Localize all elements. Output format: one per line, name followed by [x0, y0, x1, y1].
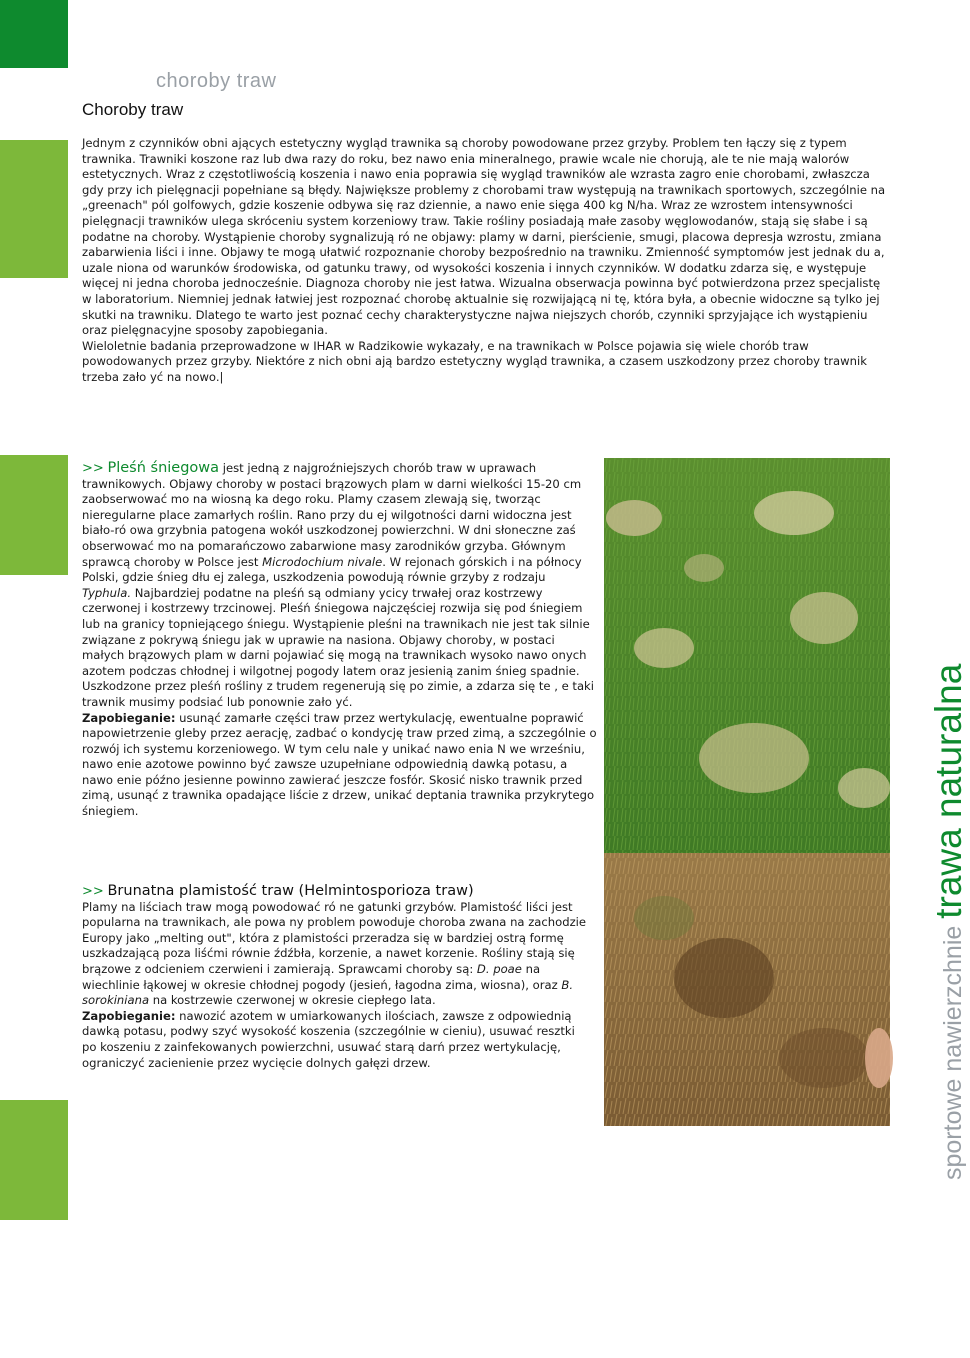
species-name: Typhula. — [82, 585, 132, 600]
section-leaf-spot — [82, 884, 592, 1071]
side-block-green — [0, 140, 68, 278]
sidebar-label-dark: trawa naturalna — [928, 663, 969, 919]
page-title: Choroby traw — [82, 100, 184, 119]
section-text: na wiechlinie łąkowej w okresie chłodnej pogody (jesień, łagodna zima, wiosna), oraz — [82, 961, 562, 992]
section-snow-mold — [82, 461, 597, 820]
intro-paragraph: Jednym z czynników obni ających estetyczny wygląd trawnika są choroby powodowane przez grzyby. Problem ten łączy się z typem trawnika. Trawniki koszone raz lub dwa razy do roku, bez nawo enia mineralnego, prawie wcale nie chorują, ale te nie mają walorów estetycznych. Wraz z częstotliwością koszenia i nawo enia poprawia się wygląd trawników ale wzrasta zagro enie chorobami, zwłaszcza gdy przy ich pielęgnacji popełniane są błędy. Największe problemy z chorobami traw występują na trawnikach sportowych, szczególnie na „greenach" pól golfowych, gdzie koszenie odbywa się raz dziennie, a nawo enie sięga 400 kg N/ha. Wraz ze wzrostem intensywności pielęgnacji trawników ulega skróceniu system korzeniowy traw. Takie rośliny posiadają małe zasoby węglowodanów, stają się słabe i są podatne na choroby. Wystąpienie choroby sygnalizują ró ne objawy: plamy w darni, pierścienie, smugi, placowa depresja wzrostu, zmiana zabarwienia liści i inne. Objawy te mogą ułatwić rozpoznanie choroby bezpośrednio na trawniku. Zmienność symptomów jest jednak du a, uzale niona od warunków środowiska, od gatunku trawy, od wysokości koszenia i innych czynników. W dodatku zdarza się, e występuje więcej ni jedna choroba jednocześnie. Diagnoza choroby nie jest łatwa. Wizualna obserwacja powinna być potwierdzona przez specjalistę w laboratorium. Niemniej jednak łatwiej jest rozpoznać chorobę aktualnie się rozwijającą ni tę, która była, a obecnie widoczne są tylko jej skutki na trawniku. Dlatego te warto jest poznać cechy charakterystyczne najwa niejszych chorób, czynniki sprzyjające ich wystąpieniu oraz pielęgnacyjne sposoby zapobiegania. — [82, 136, 886, 338]
sidebar-label-light: sportowe nawierzchnie — [939, 918, 967, 1180]
prevention-paragraph — [82, 711, 597, 820]
side-block-green — [0, 455, 68, 575]
arrow-marker: >> — [82, 884, 104, 899]
prevention-text: usunąć zamarłe części traw przez wertykulację, ewentualne poprawić napowietrzenie gleby przez aerację, zadbać o kondycję traw przed zimą, a szczególnie o rozwój ich systemu korzeniowego. W tym celu nale y unikać nawo enia N we wrześniu, nawo enie azotowe powinno być zawsze uzupełniane odpowiednią dawką potasu, a nawo enie późno jesienne powinno zawierać jeszcze fosfór. Skosić nisko trawnik przed zimą, usunąć z trawnika opadające liście z drzew, unikać deptania trawnika przykrytego śniegiem. — [82, 710, 597, 819]
lawn-photo-graphic — [604, 458, 890, 1126]
sidebar-vertical-title — [928, 664, 970, 1180]
species-name: Microdochium nivale — [262, 554, 383, 569]
section-text: Najbardziej podatne na pleśń są odmiany ycicy trwałej oraz kostrzewy czerwonej i kostrzewy trzcinowej. Pleśń śniegowa najczęściej rozwija się pod śniegiem lub na granicy topniejącego śniegu. Wystąpienie pleśni na trawnikach nie jest tak silnie związane z pokrywą śniegu jak w uprawie na nasiona. Objawy choroby, w postaci małych brązowych plam w darni pojawiać się mogą na trawnikach wysoko nawo onych azotem podczas chłodnej i wilgotnej pogody latem oraz jesienią zanim śnieg spadnie. Uszkodzone przez pleśń rośliny z trudem regenerują się po zimie, a zdarza się te , e taki trawnik musimy podsiać lub ponownie zało yć. — [82, 585, 594, 709]
section-body — [82, 900, 592, 1009]
section-text: jest jedną z najgroźniejszych chorób traw w uprawach trawnikowych. Objawy choroby w postaci brązowych plam w darni wielkości 15-20 cm zaobserwować mo na wiosną ka dego roku. Plamy czasem zlewają się, tworząc nieregularne place zamarłych roślin. Rano przy du ej wilgotności darni widoczna jest biało-ró owa grzybnia patogena wokół uszkodzonej powierzchni. W dni słoneczne zaś obserwować mo na pomarańczowo zabarwione masy zarodników grzyba. Głównym sprawcą choroby w Polsce jest — [82, 461, 582, 569]
section-title: Brunatna plamistość traw (Helmintosporioza traw) — [107, 883, 474, 899]
section-body — [82, 461, 597, 711]
section-title: Pleśń śniegowa — [107, 460, 220, 476]
prevention-label: Zapobieganie: — [82, 1008, 176, 1023]
side-block-green — [0, 1100, 68, 1220]
section-heading — [82, 884, 592, 900]
prevention-text: nawozić azotem w umiarkowanych ilościach, zawsze z odpowiednią dawką potasu, podwy szyć wysokość koszenia (szczególnie w cieniu), usuwać resztki po koszeniu z zainfekowanych powierzchni, usuwać starą darń przez wertykulację, ograniczyć zacienienie przez wycięcie dolnych gałęzi drzew. — [82, 1008, 575, 1070]
intro-paragraph: Wieloletnie badania przeprowadzone w IHAR w Radzikowie wykazały, e na trawnikach w Polsce pojawia się wiele chorób traw powodowanych przez grzyby. Niektóre z nich obni ają bardzo estetyczny wygląd trawnika, a czasem uszkodzony przez choroby trawnik trzeba zało yć na nowo.| — [82, 338, 867, 384]
arrow-marker: >> — [82, 461, 104, 476]
species-name: B. sorokiniana — [82, 977, 574, 1008]
corner-block-dark — [0, 0, 68, 68]
species-name: D. poae — [476, 961, 522, 976]
prevention-paragraph — [82, 1009, 592, 1071]
intro-text — [82, 136, 888, 386]
lawn-disease-photo — [604, 458, 890, 1126]
prevention-label: Zapobieganie: — [82, 710, 176, 725]
section-text: Plamy na liściach traw mogą powodować ró ne gatunki grzybów. Plamistość liści jest popularna na trawnikach, ale powa ny problem powoduje choroba zwana na zachodzie Europy jako „melting out", która z plamistości przeradza się w bardziej ostrą formę uszkadzającą poza liśćmi równie źdźbła, korzenie, a nawet korzenie. Rośliny stają się brązowe z odcieniem czerwieni i zamierają. Sprawcami choroby są: — [82, 899, 587, 976]
page-subtitle: choroby traw — [156, 70, 277, 92]
section-text: na kostrzewie czerwonej w okresie ciepłego lata. — [149, 993, 436, 1008]
section-text: . W rejonach górskich i na północy Polski, gdzie śnieg dłu ej zalega, uszkodzenia powodują równie grzyby z rodzaju — [82, 554, 582, 585]
